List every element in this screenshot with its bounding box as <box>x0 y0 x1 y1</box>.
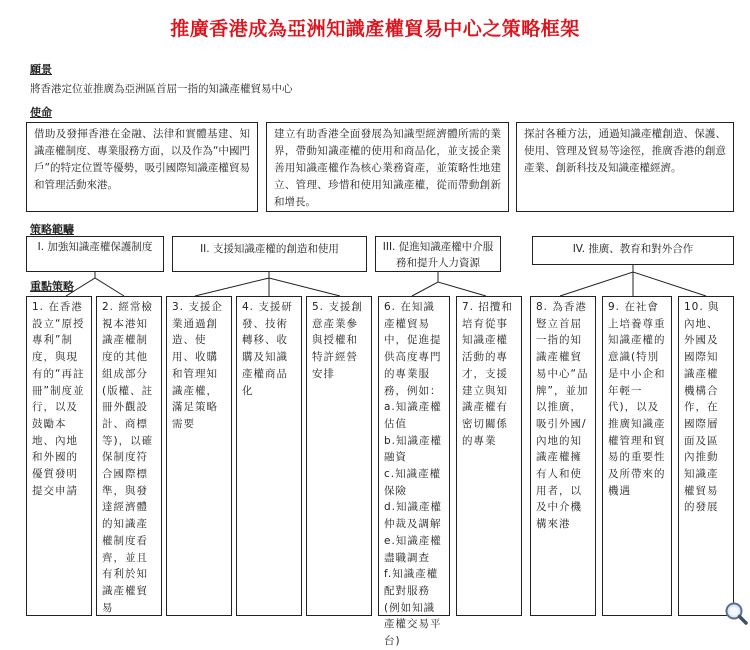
strategy-box-1: I. 加強知識產權保護制度 <box>26 236 164 272</box>
focus-column-2: 2. 經常檢視本港知識產權制度的其他組成部分(版權、註冊外觀設計、商標等)，以確保制度符合國際標準，與發達經濟體的知識產權制度看齊，並且有利於知識產權貿易 <box>96 296 162 616</box>
strategy-box-3: III. 促進知識產權中介服務和提升人力資源 <box>375 236 501 272</box>
strategy-box-2: II. 支援知識產權的創造和使用 <box>172 236 367 272</box>
strategy-heading: 策略範疇 <box>30 223 74 236</box>
mission-box-1: 借助及發揮香港在金融、法律和實體基建、知識產權制度、專業服務方面，以及作為“中國門戶”的特定位置等優勢，吸引國際知識產權貿易和管理活動來港。 <box>26 122 258 212</box>
mission-box-3: 探討各種方法，通過知識產權創造、保護、使用、管理及貿易等途徑，推廣香港的創意產業、創新科技及知識產權經濟。 <box>516 122 734 212</box>
focus-column-3: 3. 支援企業通過創造、使用、收購和管理知識產權，滿足策略需要 <box>166 296 232 616</box>
mission-box-2: 建立有助香港全面發展為知識型經濟體所需的業界，帶動知識產權的使用和商品化，並支援企業善用知識產權作為核心業務資產，並策略性地建立、管理、珍惜和使用知識產權，從而帶動創新和增長。 <box>266 122 509 212</box>
mission-heading: 使命 <box>30 106 52 119</box>
magnifier-icon[interactable] <box>723 600 749 626</box>
focus-column-1: 1. 在香港設立“原授專利”制度，與現有的“再註冊”制度並行，以及鼓勵本地、內地和外國的優質發明提交申請 <box>26 296 92 616</box>
focus-heading: 重點策略 <box>30 280 74 293</box>
vision-text: 將香港定位並推廣為亞洲區首屈一指的知識產權貿易中心 <box>30 83 293 95</box>
focus-column-4: 4. 支援研發、技術轉移、收購及知識產權商品化 <box>236 296 302 616</box>
focus-column-9: 9. 在社會上培養尊重知識產權的意識(特別是中小企和年輕一代)，以及推廣知識產權管理和貿易的重要性及所帶來的機遇 <box>602 296 672 616</box>
focus-column-5: 5. 支援創意產業參與授權和特許經營安排 <box>306 296 372 616</box>
focus-column-6: 6. 在知識產權貿易中，促進提供高度專門的專業服務，例如： a.知識產權估值 b.知識產權融資 c.知識產權保險 d.知識產權仲裁及調解 e.知識產權盡職調查 f.知識產權配對服務(例如知識產權交易平台) <box>378 296 450 616</box>
strategy-box-4: IV. 推廣、教育和對外合作 <box>532 236 734 265</box>
vision-heading: 願景 <box>30 63 52 76</box>
focus-column-10: 10. 與內地、外國及國際知識產權機構合作，在國際層面及區內推動知識產權貿易的發展 <box>678 296 734 616</box>
focus-column-7: 7. 招攬和培育從事知識產權活動的專才，支援建立與知識產權有密切關係的專業 <box>456 296 522 616</box>
page-title: 推廣香港成為亞洲知識產權貿易中心之策略框架 <box>170 18 580 40</box>
focus-column-8: 8. 為香港豎立首屈一指的知識產權貿易中心“品牌”，並加以推廣，吸引外國/內地的知識產權擁有人和使用者，以及中介機構來港 <box>530 296 596 616</box>
